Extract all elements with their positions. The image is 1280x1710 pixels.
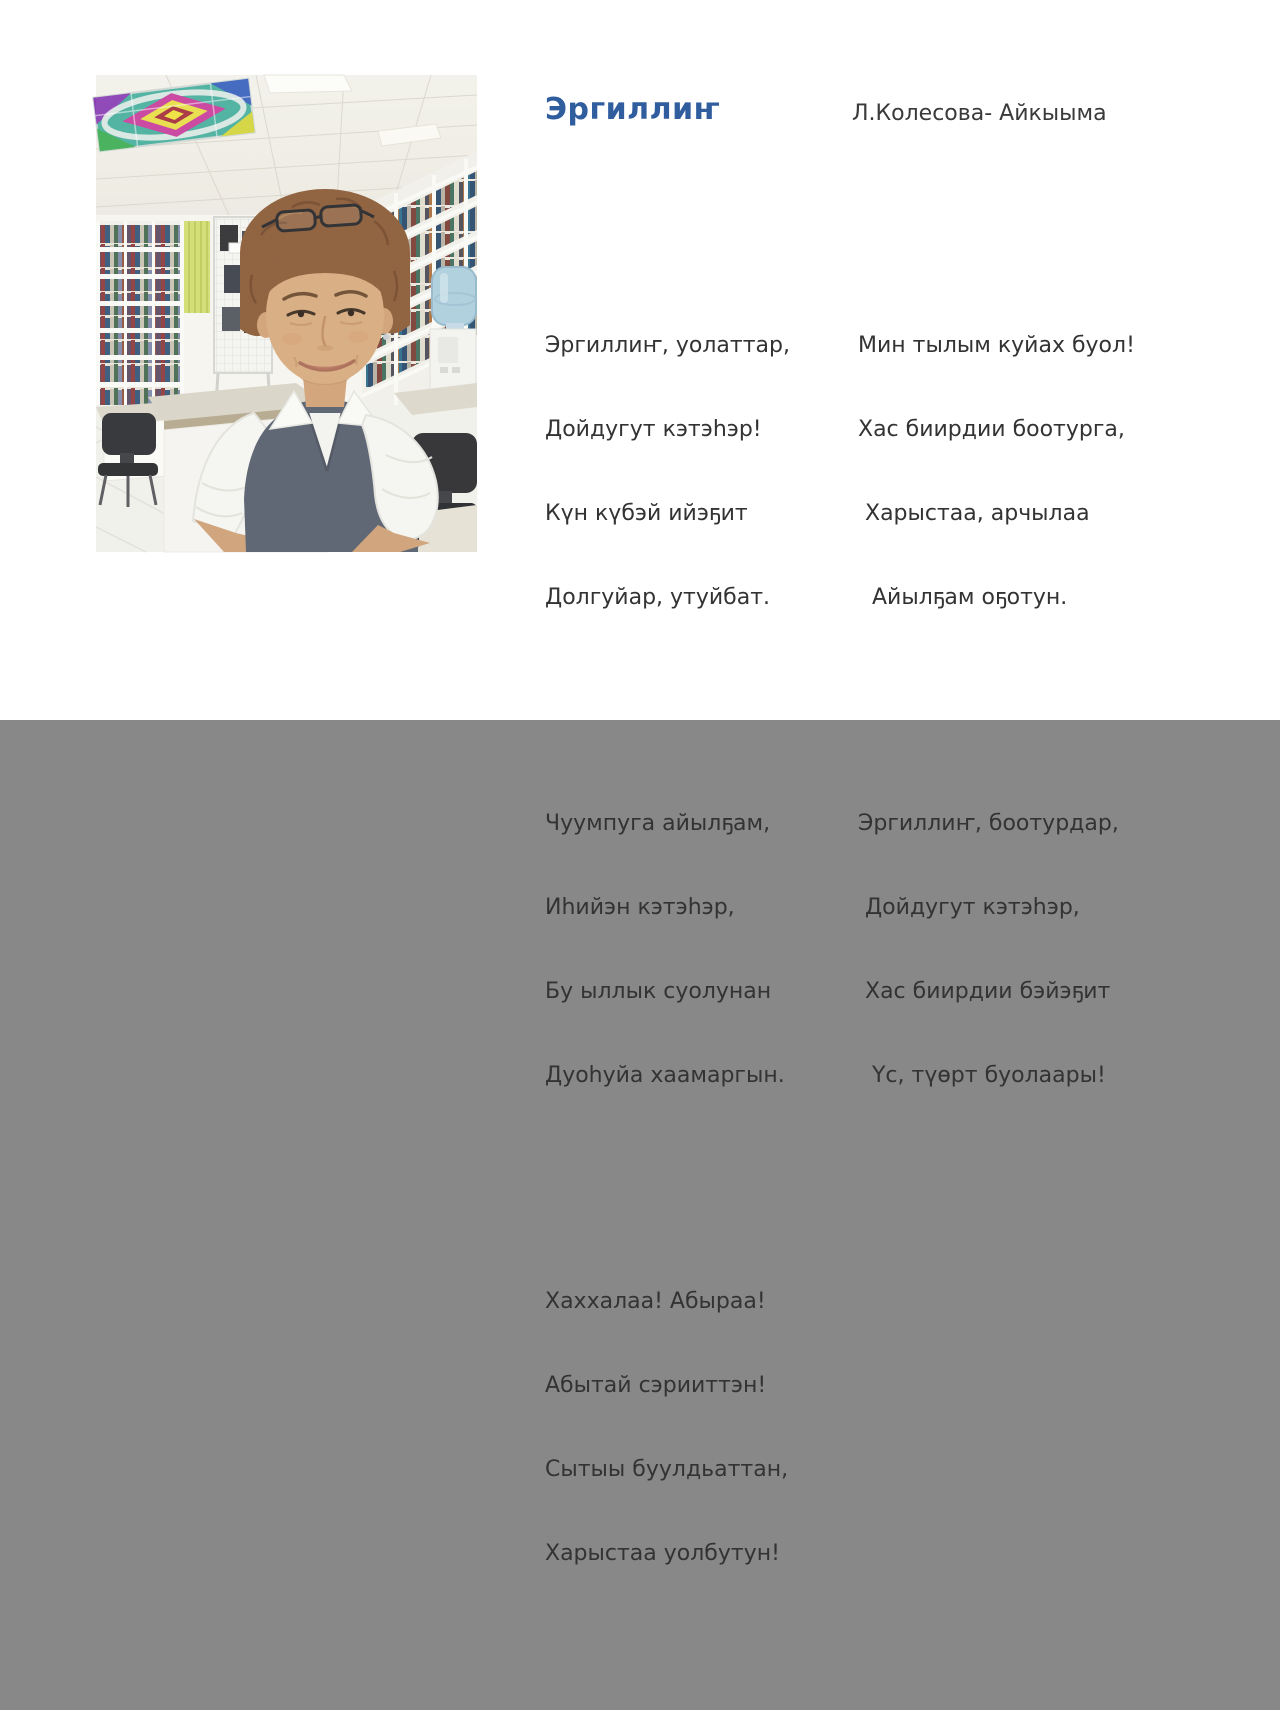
poem-line: Иһийэн кэтэһэр, (545, 895, 735, 920)
poem-line: Дойдугут кэтэһэр, (858, 895, 1080, 920)
poem-line: Харыстаа, арчылаа (858, 501, 1090, 526)
poem-line: Сытыы буулдьаттан, (545, 1457, 789, 1482)
poem-line: Харыстаа уолбутун! (545, 1541, 780, 1566)
author-byline: Л.Колесова- Айкыыма (852, 101, 1107, 126)
poem-line: Эргиллиҥ, боотурдар, (858, 811, 1119, 836)
slide-title: Эргиллиҥ (545, 92, 721, 127)
poem-line: Дойдугут кэтэһэр! (545, 417, 762, 442)
library-photo-illustration (96, 75, 477, 552)
poem-line: Хас биирдии боотурга, (858, 417, 1125, 442)
poem-line: Айылҕам оҕотун. (858, 585, 1068, 610)
poem-line: Эргиллиҥ, уолаттар, (545, 333, 790, 358)
poem-line: Бу ыллык суолунан (545, 979, 772, 1004)
poem-line: Күн күбэй ийэҕит (545, 501, 748, 526)
poem-line: Дуоһуйа хаамаргын. (545, 1063, 785, 1088)
stanza-2-right (858, 754, 1135, 1146)
stanza-3-left (545, 1232, 790, 1624)
poem-line: Мин тылым куйах буол! (858, 333, 1135, 358)
stanza-2-left (545, 754, 790, 1146)
poem-line: Абытай сэрииттэн! (545, 1373, 767, 1398)
stanza-1-left (545, 276, 790, 668)
poem-column-left (545, 220, 790, 1710)
poem-line: Хаххалаа! Абыраа! (545, 1289, 766, 1314)
poem-line: Долгуйар, утуйбат. (545, 585, 771, 610)
poem-line: Чуумпуга айылҕам, (545, 811, 771, 836)
stanza-1-right (858, 276, 1135, 668)
poem-column-right (858, 220, 1135, 1232)
poem-line: Хас биирдии бэйэҕит (858, 979, 1111, 1004)
poem-line: Үс, түөрт буолаары! (858, 1063, 1106, 1088)
photo-tone-overlay (96, 75, 477, 552)
library-portrait-photo (96, 75, 477, 552)
